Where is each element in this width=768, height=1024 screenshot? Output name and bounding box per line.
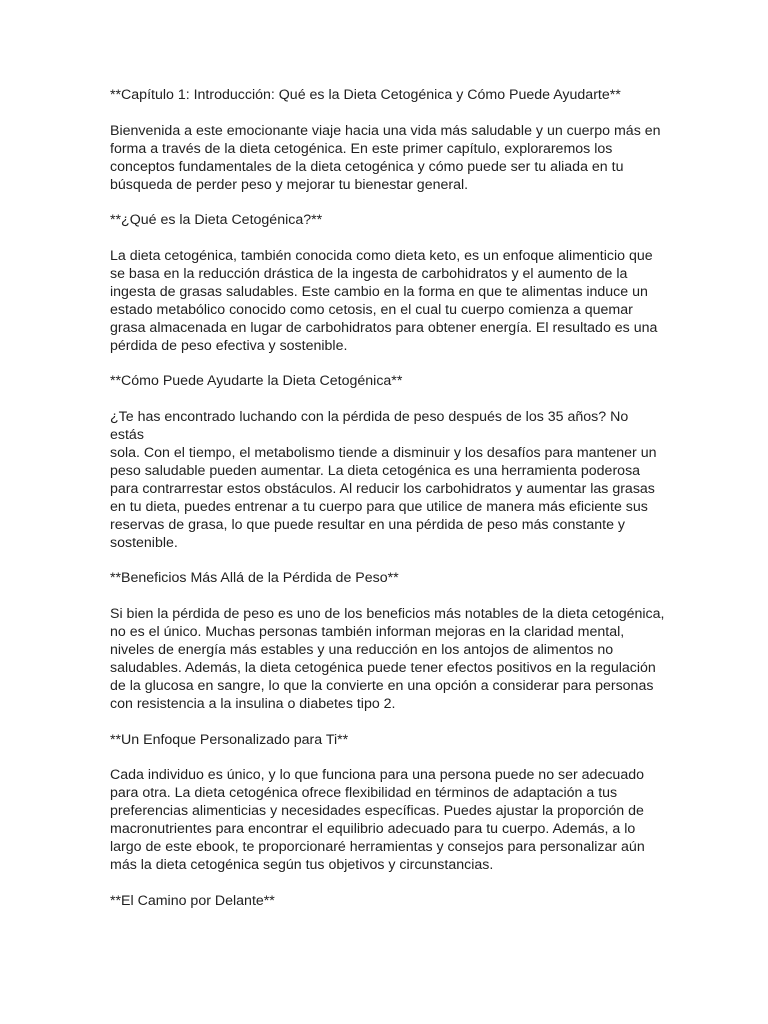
section-heading-path-ahead: **El Camino por Delante** — [110, 892, 275, 909]
personalized-paragraph: Cada individuo es único, y lo que funciona para una persona puede no ser adecuado para otra. La dieta cetogénica ofrece flexibilidad en términos de adaptación a tus preferencias alimenticias y necesidades específicas. Puedes ajustar la proporción de macronutrientes para encontrar el equilibrio adecuado para tu cuerpo. Además, a lo largo de este ebook, te proporcionaré herramientas y consejos para personalizar aún más la dieta cetogénica según tus objetivos y circunstancias. — [110, 767, 645, 873]
section-heading-how-helps: **Cómo Puede Ayudarte la Dieta Cetogénica** — [110, 373, 403, 390]
how-helps-paragraph: ¿Te has encontrado luchando con la pérdida de peso después de los 35 años? No estás sola. Con el tiempo, el metabolismo tiende a disminuir y los desafíos para mantener un peso saludable pueden aumentar. La dieta cetogénica es una herramienta poderosa para contrarrestar estos obstáculos. Al reducir los carbohidratos y aumentar las grasas en tu dieta, puedes entrenar a tu cuerpo para que utilice de manera más eficiente sus reservas de grasa, lo que puede resultar en una pérdida de peso más constante y sostenible. — [110, 409, 657, 551]
what-is-paragraph: La dieta cetogénica, también conocida como dieta keto, es un enfoque alimenticio que se basa en la reducción drástica de la ingesta de carbohidratos y el aumento de la ingesta de grasas saludables. Este cambio en la forma en que te alimentas induce un estado metabólico conocido como cetosis, en el cual tu cuerpo comienza a quemar grasa almacenada en lugar de carbohidratos para obtener energía. El resultado es una pérdida de peso efectiva y sostenible. — [110, 248, 658, 354]
intro-paragraph: Bienvenida a este emocionante viaje hacia una vida más saludable y un cuerpo más en forma a través de la dieta cetogénica. En este primer capítulo, exploraremos los conceptos fundamentales de la dieta cetogénica y cómo puede ser tu aliada en tu búsqueda de perder peso y mejorar tu bienestar general. — [110, 122, 661, 193]
benefits-paragraph: Si bien la pérdida de peso es uno de los beneficios más notables de la dieta cetogénica, no es el único. Muchas personas también informan mejoras en la claridad mental, niveles de energía más estables y una reducción en los antojos de alimentos no saludables. Además, la dieta cetogénica puede tener efectos positivos en la regulación de la glucosa en sangre, lo que la convierte en una opción a considerar para personas con resistencia a la insulina o diabetes tipo 2. — [110, 606, 665, 712]
section-heading-benefits: **Beneficios Más Allá de la Pérdida de Peso** — [110, 570, 399, 587]
chapter-title: **Capítulo 1: Introducción: Qué es la Dieta Cetogénica y Cómo Puede Ayudarte** — [110, 87, 621, 103]
document-body — [110, 87, 666, 928]
section-heading-what-is: **¿Qué es la Dieta Cetogénica?** — [110, 212, 323, 229]
section-heading-personalized: **Un Enfoque Personalizado para Ti** — [110, 731, 349, 748]
